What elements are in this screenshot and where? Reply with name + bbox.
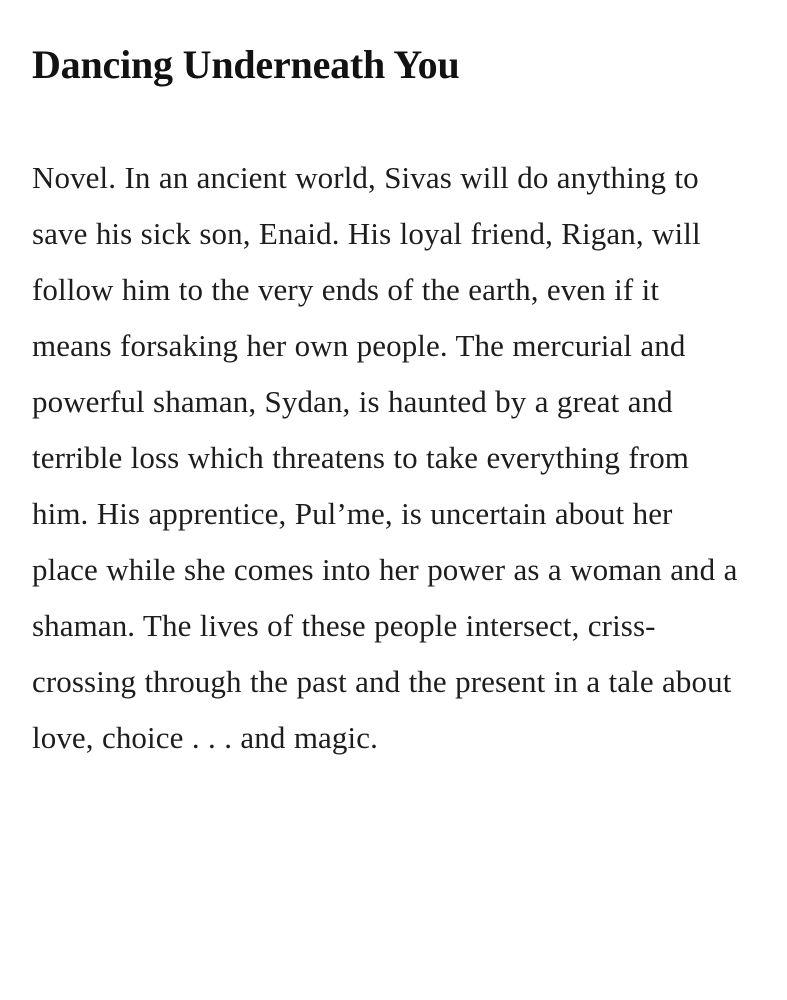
document-body-paragraph: Novel. In an ancient world, Sivas will do anything to save his sick son, Enaid. His loyal friend, Rigan, will follow him to the very ends of the earth, even if it means forsaking her own people. The mercurial and powerful shaman, Sydan, is haunted by a great and terrible loss which threatens to take everything from him. His apprentice, Pul’me, is uncertain about her place while she comes into her power as a woman and a shaman. The lives of these people intersect, criss-crossing through the past and the present in a tale about love, choice . . . and magic. (32, 160, 738, 755)
page-title: Dancing Underneath You (32, 42, 460, 87)
